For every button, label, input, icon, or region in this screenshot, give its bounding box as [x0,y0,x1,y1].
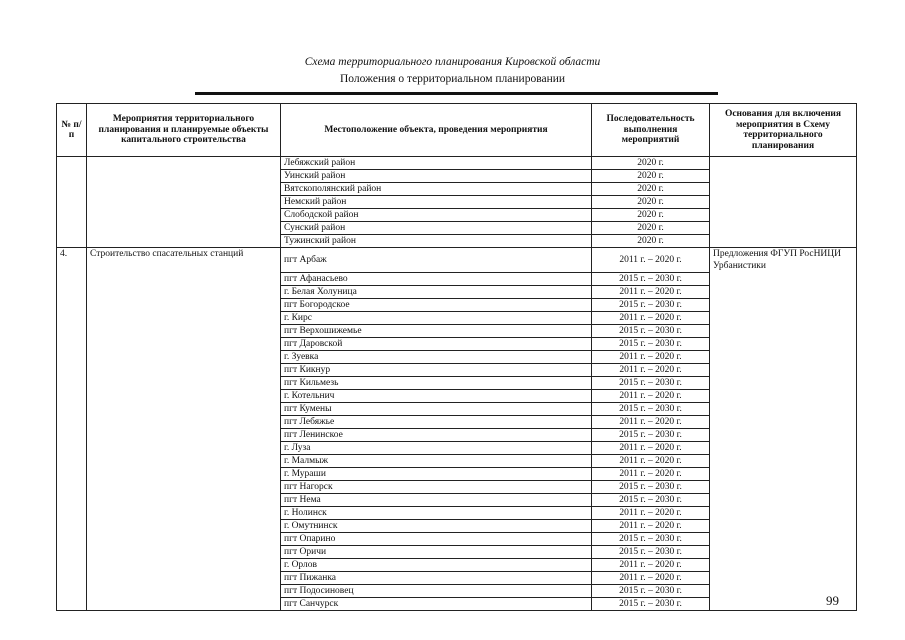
cell-sequence: 2015 г. – 2030 г. [592,428,710,441]
cell-number [57,235,87,248]
cell-sequence: 2011 г. – 2020 г. [592,454,710,467]
cell-sequence: 2011 г. – 2020 г. [592,467,710,480]
cell-number [57,183,87,196]
cell-sequence: 2015 г. – 2030 г. [592,272,710,285]
table-row [57,428,857,441]
table-row [57,376,857,389]
cell-location: пгт Лебяжье [281,415,592,428]
cell-measure [87,196,281,209]
cell-measure [87,170,281,183]
cell-number [57,467,87,480]
cell-location: г. Омутнинск [281,519,592,532]
cell-location: Тужинский район [281,235,592,248]
cell-basis [710,532,857,545]
table-row [57,222,857,235]
cell-number [57,428,87,441]
cell-sequence: 2011 г. – 2020 г. [592,350,710,363]
table-row [57,248,857,273]
cell-basis [710,428,857,441]
table-row [57,196,857,209]
cell-number [57,376,87,389]
cell-number: 4. [57,248,87,273]
table-header-row [57,104,857,157]
cell-sequence: 2011 г. – 2020 г. [592,519,710,532]
table-row [57,493,857,506]
table-row [57,480,857,493]
cell-basis [710,298,857,311]
table-row [57,519,857,532]
cell-sequence: 2011 г. – 2020 г. [592,248,710,273]
table-row [57,506,857,519]
cell-basis [710,285,857,298]
table-row [57,285,857,298]
cell-basis [710,363,857,376]
cell-sequence: 2015 г. – 2030 г. [592,376,710,389]
cell-number [57,532,87,545]
cell-measure [87,389,281,402]
cell-sequence: 2020 г. [592,209,710,222]
cell-location: г. Кирс [281,311,592,324]
table-row [57,597,857,610]
cell-location: пгт Верхошижемье [281,324,592,337]
cell-number [57,337,87,350]
col-header-number: № п/п [57,104,87,157]
cell-number [57,311,87,324]
cell-number [57,454,87,467]
table-row [57,272,857,285]
cell-basis [710,506,857,519]
cell-number [57,157,87,170]
cell-number [57,350,87,363]
cell-measure [87,571,281,584]
cell-location: пгт Опарино [281,532,592,545]
cell-measure [87,298,281,311]
cell-measure [87,532,281,545]
cell-location: г. Луза [281,441,592,454]
cell-basis [710,170,857,183]
table-row [57,311,857,324]
cell-sequence: 2011 г. – 2020 г. [592,441,710,454]
cell-measure [87,209,281,222]
cell-number [57,363,87,376]
cell-location: г. Белая Холуница [281,285,592,298]
cell-sequence: 2015 г. – 2030 г. [592,532,710,545]
cell-number [57,170,87,183]
cell-number [57,558,87,571]
cell-sequence: 2020 г. [592,196,710,209]
table-row [57,389,857,402]
cell-measure [87,285,281,298]
cell-measure [87,324,281,337]
cell-number [57,480,87,493]
cell-basis [710,454,857,467]
cell-location: пгт Ленинское [281,428,592,441]
cell-sequence: 2011 г. – 2020 г. [592,311,710,324]
cell-number [57,506,87,519]
cell-location: пгт Кильмезь [281,376,592,389]
cell-basis [710,196,857,209]
cell-location: Немский район [281,196,592,209]
cell-sequence: 2015 г. – 2030 г. [592,597,710,610]
table-row [57,441,857,454]
cell-location: г. Орлов [281,558,592,571]
cell-measure [87,441,281,454]
cell-sequence: 2011 г. – 2020 г. [592,285,710,298]
table-row [57,337,857,350]
cell-basis [710,558,857,571]
cell-basis [710,157,857,170]
cell-number [57,389,87,402]
cell-basis: Предложения ФГУП РосНИЦИ Урбанистики [710,248,857,273]
cell-location: пгт Афанасьево [281,272,592,285]
table-row [57,235,857,248]
cell-measure [87,493,281,506]
cell-measure [87,545,281,558]
cell-location: г. Котельнич [281,389,592,402]
cell-basis [710,337,857,350]
table-row [57,363,857,376]
cell-number [57,272,87,285]
table-body [57,157,857,611]
cell-measure: Строительство спасательных станций [87,248,281,273]
cell-measure [87,311,281,324]
cell-location: пгт Нагорск [281,480,592,493]
cell-measure [87,272,281,285]
cell-location: Лебяжский район [281,157,592,170]
cell-measure [87,454,281,467]
cell-number [57,584,87,597]
cell-location: пгт Кумены [281,402,592,415]
cell-basis [710,324,857,337]
cell-basis [710,222,857,235]
cell-sequence: 2015 г. – 2030 г. [592,402,710,415]
cell-measure [87,402,281,415]
cell-sequence: 2020 г. [592,157,710,170]
table-row [57,454,857,467]
cell-number [57,209,87,222]
cell-location: пгт Кикнур [281,363,592,376]
table-row [57,584,857,597]
col-header-sequence: Последовательность выполнения мероприятий [592,104,710,157]
table-row [57,183,857,196]
cell-sequence: 2020 г. [592,183,710,196]
cell-location: Слободской район [281,209,592,222]
cell-measure [87,235,281,248]
cell-location: г. Нолинск [281,506,592,519]
cell-sequence: 2015 г. – 2030 г. [592,545,710,558]
table-row [57,571,857,584]
cell-number [57,222,87,235]
table-row [57,157,857,170]
cell-basis [710,493,857,506]
cell-measure [87,597,281,610]
cell-measure [87,183,281,196]
cell-measure [87,157,281,170]
cell-location: Вятскополянский район [281,183,592,196]
cell-location: пгт Подосиновец [281,584,592,597]
cell-measure [87,363,281,376]
cell-sequence: 2015 г. – 2030 г. [592,493,710,506]
cell-measure [87,584,281,597]
cell-sequence: 2015 г. – 2030 г. [592,324,710,337]
cell-number [57,441,87,454]
col-header-basis: Основания для включения мероприятия в Схему территориального планирования [710,104,857,157]
cell-location: Сунский район [281,222,592,235]
cell-sequence: 2011 г. – 2020 г. [592,558,710,571]
cell-number [57,324,87,337]
cell-measure [87,519,281,532]
cell-basis [710,350,857,363]
cell-basis [710,183,857,196]
document-subtitle: Положения о территориальном планировании [339,73,566,85]
cell-basis [710,376,857,389]
table-row [57,415,857,428]
cell-sequence: 2020 г. [592,222,710,235]
cell-sequence: 2011 г. – 2020 г. [592,415,710,428]
cell-measure [87,558,281,571]
col-header-measure: Мероприятия территориального планирования и планируемые объекты капитального строительства [87,104,281,157]
table-row [57,467,857,480]
cell-sequence: 2015 г. – 2030 г. [592,584,710,597]
cell-basis [710,467,857,480]
table-row [57,558,857,571]
table-row [57,170,857,183]
cell-location: г. Мураши [281,467,592,480]
cell-sequence: 2011 г. – 2020 г. [592,506,710,519]
table-row [57,298,857,311]
cell-sequence: 2020 г. [592,170,710,183]
page-number: 99 [826,593,839,608]
cell-number [57,415,87,428]
cell-basis [710,402,857,415]
cell-sequence: 2011 г. – 2020 г. [592,389,710,402]
cell-basis [710,209,857,222]
cell-basis [710,389,857,402]
cell-measure [87,428,281,441]
cell-number [57,493,87,506]
cell-measure [87,337,281,350]
col-header-location: Местоположение объекта, проведения мероприятия [281,104,592,157]
cell-basis [710,571,857,584]
cell-measure [87,376,281,389]
cell-number [57,571,87,584]
cell-number [57,298,87,311]
cell-location: пгт Арбаж [281,248,592,273]
cell-measure [87,506,281,519]
cell-sequence: 2015 г. – 2030 г. [592,337,710,350]
cell-number [57,196,87,209]
cell-number [57,519,87,532]
table-row [57,324,857,337]
header-rule [195,92,718,95]
table-row [57,545,857,558]
table-row [57,350,857,363]
cell-number [57,545,87,558]
cell-location: г. Малмыж [281,454,592,467]
cell-basis [710,441,857,454]
cell-basis [710,480,857,493]
cell-basis [710,545,857,558]
cell-location: пгт Оричи [281,545,592,558]
cell-number [57,597,87,610]
cell-location: пгт Пижанка [281,571,592,584]
cell-sequence: 2015 г. – 2030 г. [592,298,710,311]
cell-sequence: 2020 г. [592,235,710,248]
cell-measure [87,480,281,493]
cell-number [57,402,87,415]
cell-location: пгт Даровской [281,337,592,350]
cell-basis [710,235,857,248]
document-title: Схема территориального планирования Кировской области [304,56,601,68]
cell-location: пгт Санчурск [281,597,592,610]
cell-basis [710,272,857,285]
cell-number [57,285,87,298]
measures-table [56,103,857,611]
cell-basis [710,519,857,532]
cell-location: Уинский район [281,170,592,183]
cell-sequence: 2015 г. – 2030 г. [592,480,710,493]
cell-basis [710,415,857,428]
cell-measure [87,350,281,363]
table-row [57,532,857,545]
cell-sequence: 2011 г. – 2020 г. [592,571,710,584]
cell-measure [87,415,281,428]
cell-location: пгт Богородское [281,298,592,311]
table-row [57,402,857,415]
cell-location: пгт Нема [281,493,592,506]
cell-location: г. Зуевка [281,350,592,363]
cell-measure [87,222,281,235]
cell-sequence: 2011 г. – 2020 г. [592,363,710,376]
cell-basis [710,311,857,324]
cell-measure [87,467,281,480]
table-row [57,209,857,222]
